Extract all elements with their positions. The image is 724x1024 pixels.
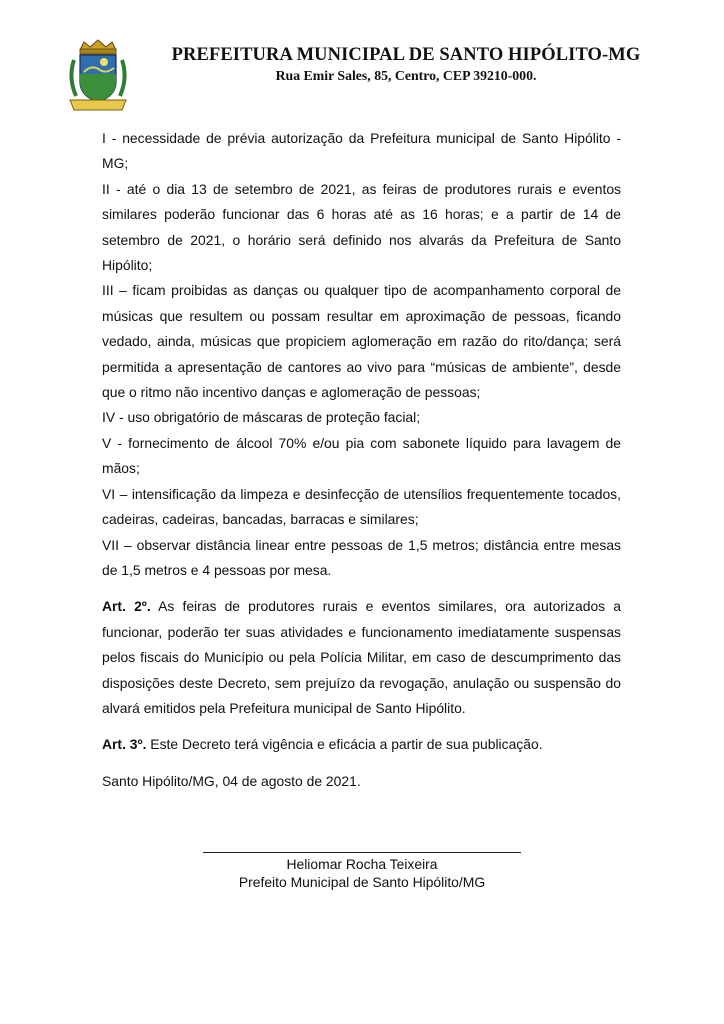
signer-role: Prefeito Municipal de Santo Hipólito/MG bbox=[238, 874, 486, 890]
signature-line bbox=[203, 852, 521, 853]
item-vii: VII – observar distância linear entre pessoas de 1,5 metros; distância entre mesas de 1,5 metros e 4 pessoas por mesa. bbox=[102, 536, 621, 578]
article-2 bbox=[102, 594, 621, 721]
article-3-text: Este Decreto terá vigência e eficácia a partir de sua publicação. bbox=[146, 736, 543, 753]
item-ii: II - até o dia 13 de setembro de 2021, as feiras de produtores rurais e eventos similares poderão funcionar das 6 horas até as 16 horas; e a partir de 14 de setembro de 2021, o horário será definido nos alvarás da Prefeitura de Santo Hipólito; bbox=[102, 180, 621, 274]
article-3 bbox=[102, 732, 621, 757]
signature-block bbox=[203, 852, 521, 891]
date-line: Santo Hipólito/MG, 04 de agosto de 2021. bbox=[102, 772, 361, 789]
article-3-title: Art. 3º. bbox=[102, 736, 147, 753]
signer-name: Heliomar Rocha Teixeira bbox=[286, 856, 438, 872]
decree-body bbox=[102, 126, 621, 794]
item-i: I - necessidade de prévia autorização da Prefeitura municipal de Santo Hipólito - MG; bbox=[102, 130, 621, 172]
letterhead bbox=[66, 38, 666, 118]
municipality-address: Rua Emir Sales, 85, Centro, CEP 39210-000. bbox=[275, 68, 537, 83]
item-vi: VI – intensificação da limpeza e desinfecção de utensílios frequentemente tocados, cadeiras, cadeiras, bancadas, barracas e similares; bbox=[102, 485, 621, 528]
article-2-title: Art. 2º. bbox=[102, 598, 151, 615]
article-2-text: As feiras de produtores rurais e eventos similares, ora autorizados a funcionar, poderão ter suas atividades e funcionamento imediatamente suspensas pelos fiscais do Município ou pela Polícia Militar, em caso de descumprimento das disposições deste Decreto, sem prejuízo da revogação, anulação ou suspensão do alvará emitidos pela Prefeitura municipal de Santo Hipólito. bbox=[102, 598, 621, 716]
item-iii: III – ficam proibidas as danças ou qualquer tipo de acompanhamento corporal de músicas que resultem ou possam resultar em aproximação de pessoas, ficando vedado, ainda, músicas que propiciem aglomeração em razão do rito/dança; será permitida a apresentação de cantores ao vivo para “músicas de ambiente”, desde que o ritmo não incentivo danças e aglomeração de pessoas; bbox=[102, 282, 621, 401]
municipal-crest-icon bbox=[66, 38, 130, 112]
municipality-title: PREFEITURA MUNICIPAL DE SANTO HIPÓLITO-MG bbox=[171, 45, 641, 65]
item-v: V - fornecimento de álcool 70% e/ou pia com sabonete líquido para lavagem de mãos; bbox=[102, 434, 621, 477]
item-iv: IV - uso obrigatório de máscaras de proteção facial; bbox=[102, 409, 421, 426]
